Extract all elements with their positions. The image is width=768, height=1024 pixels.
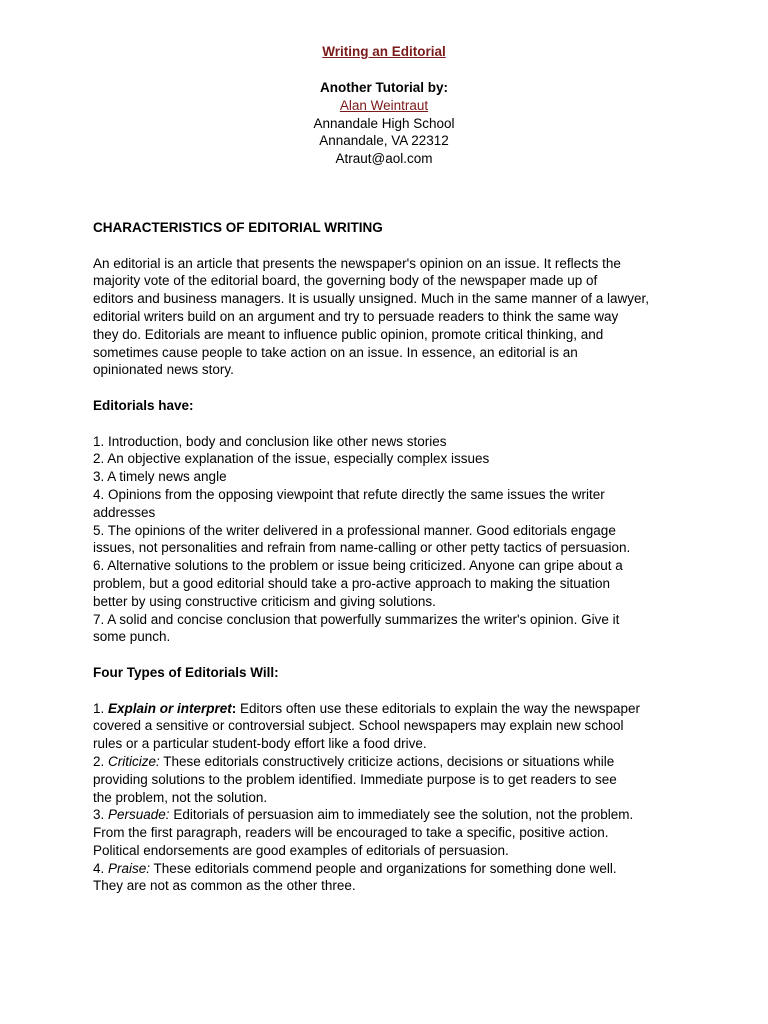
author-link[interactable]: Alan Weintraut — [339, 97, 429, 113]
main-content — [93, 219, 693, 895]
section-heading-four-types: Four Types of Editorials Will: — [93, 664, 279, 680]
title-link[interactable]: Writing an Editorial — [322, 44, 446, 59]
paragraph-line: sometimes cause people to take action on an issue. In essence, an editorial is an — [93, 344, 578, 360]
byline-block — [0, 79, 768, 168]
author-email: Atraut@aol.com — [335, 151, 433, 167]
list-item: 1. Introduction, body and conclusion like other news stories — [93, 433, 447, 449]
school-address: Annandale, VA 22312 — [319, 133, 449, 149]
list-item: 4. Opinions from the opposing viewpoint that refute directly the same issues the writer — [93, 486, 605, 502]
list-item: 5. The opinions of the writer delivered in a professional manner. Good editorials engage — [93, 522, 616, 538]
paragraph-line: editorial writers build on an argument and try to persuade readers to think the same way — [93, 308, 619, 324]
editorials-have-list — [93, 433, 693, 647]
term-praise: Praise: — [108, 860, 151, 876]
section-heading-characteristics: CHARACTERISTICS OF EDITORIAL WRITING — [93, 220, 383, 235]
list-item: From the first paragraph, readers will be encouraged to take a specific, positive action. — [93, 825, 609, 841]
section-heading-editorials-have: Editorials have: — [93, 397, 194, 413]
list-item: They are not as common as the other three. — [93, 878, 356, 894]
four-types-list — [93, 700, 693, 896]
paragraph-line: An editorial is an article that presents the newspaper's opinion on an issue. It reflects the — [93, 255, 621, 271]
list-item: issues, not personalities and refrain from name-calling or other petty tactics of persuasion. — [93, 540, 631, 556]
paragraph-line: majority vote of the editorial board, the governing body of the newspaper made up of — [93, 273, 598, 289]
intro-paragraph — [93, 255, 693, 380]
list-item: some punch. — [93, 629, 171, 645]
paragraph-line: they do. Editorials are meant to influence public opinion, promote critical thinking, and — [93, 326, 604, 342]
list-item: 2. Criticize: These editorials constructively criticize actions, decisions or situations while — [93, 753, 615, 769]
byline-label: Another Tutorial by: — [320, 80, 448, 95]
list-item: addresses — [93, 504, 156, 520]
term-persuade: Persuade: — [108, 807, 170, 823]
list-item: providing solutions to the problem identified. Immediate purpose is to get readers to see — [93, 771, 617, 787]
list-item: 6. Alternative solutions to the problem or issue being criticized. Anyone can gripe about a — [93, 558, 623, 574]
paragraph-line: editors and business managers. It is usually unsigned. Much in the same manner of a lawyer, — [93, 291, 650, 307]
list-item: 1. Explain or interpret: Editors often use these editorials to explain the way the newspaper — [93, 700, 641, 716]
list-item: 3. Persuade: Editorials of persuasion aim to immediately see the solution, not the problem. — [93, 807, 634, 823]
term-explain: Explain or interpret — [108, 700, 232, 716]
list-item: 7. A solid and concise conclusion that powerfully summarizes the writer's opinion. Give it — [93, 611, 620, 627]
list-item: rules or a particular student-body effort like a food drive. — [93, 736, 427, 752]
list-item: Political endorsements are good examples of editorials of persuasion. — [93, 842, 509, 858]
list-item: covered a sensitive or controversial subject. School newspapers may explain new school — [93, 718, 624, 734]
term-criticize: Criticize: — [108, 753, 160, 769]
list-item: 2. An objective explanation of the issue, especially complex issues — [93, 451, 490, 467]
list-item: the problem, not the solution. — [93, 789, 268, 805]
school-name: Annandale High School — [313, 115, 455, 131]
list-item: problem, but a good editorial should take a pro-active approach to making the situation — [93, 575, 611, 591]
document-title — [0, 43, 768, 61]
list-item: 3. A timely news angle — [93, 469, 227, 485]
list-item: 4. Praise: These editorials commend people and organizations for something done well. — [93, 860, 617, 876]
list-item: better by using constructive criticism and giving solutions. — [93, 593, 436, 609]
paragraph-line: opinionated news story. — [93, 362, 234, 378]
